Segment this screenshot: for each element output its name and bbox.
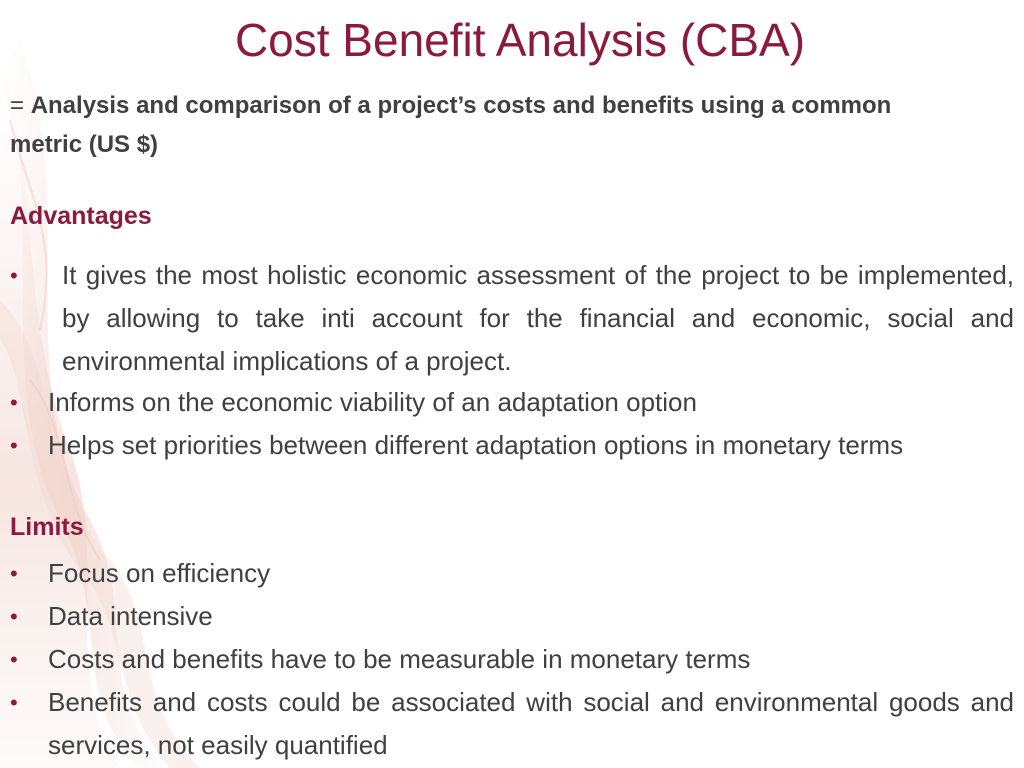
slide-title: Cost Benefit Analysis (CBA) [234, 14, 806, 66]
definition-text: Analysis and comparison of a project’s costs and benefits using a common metric (US $) [10, 92, 892, 158]
limit-item-text: Focus on efficiency [48, 558, 271, 588]
advantage-item [10, 381, 1014, 424]
advantage-item-text: It gives the most holistic economic assessment of the project to be implemented, by allowing to take inti account for the financial and economic, social and environmental implications of a project. [62, 260, 1014, 376]
definition-prefix: = [10, 92, 31, 119]
bullet-icon: • [10, 647, 18, 672]
bullet-icon: • [10, 604, 18, 629]
bullet-icon: • [10, 561, 18, 586]
limit-item [10, 681, 1014, 767]
advantage-item-text: Helps set priorities between different adaptation options in monetary terms [48, 430, 904, 460]
limit-item [10, 595, 1014, 638]
limit-item [10, 552, 1014, 595]
limit-item-text: Data intensive [48, 601, 213, 631]
advantages-heading: Advantages [10, 202, 152, 230]
advantage-item [10, 424, 1014, 467]
limit-item-text: Benefits and costs could be associated with social and environmental goods and services, not easily quantified [48, 687, 1014, 760]
bullet-icon: • [10, 390, 18, 415]
limit-item-text: Costs and benefits have to be measurable in monetary terms [48, 644, 751, 674]
advantage-item-text: Informs on the economic viability of an adaptation option [48, 387, 697, 417]
bullet-icon: • [10, 263, 18, 288]
definition [10, 86, 950, 164]
limit-item [10, 638, 1014, 681]
limits-heading: Limits [10, 513, 84, 541]
advantage-item [10, 254, 1014, 383]
bullet-icon: • [10, 690, 18, 715]
bullet-icon: • [10, 433, 18, 458]
